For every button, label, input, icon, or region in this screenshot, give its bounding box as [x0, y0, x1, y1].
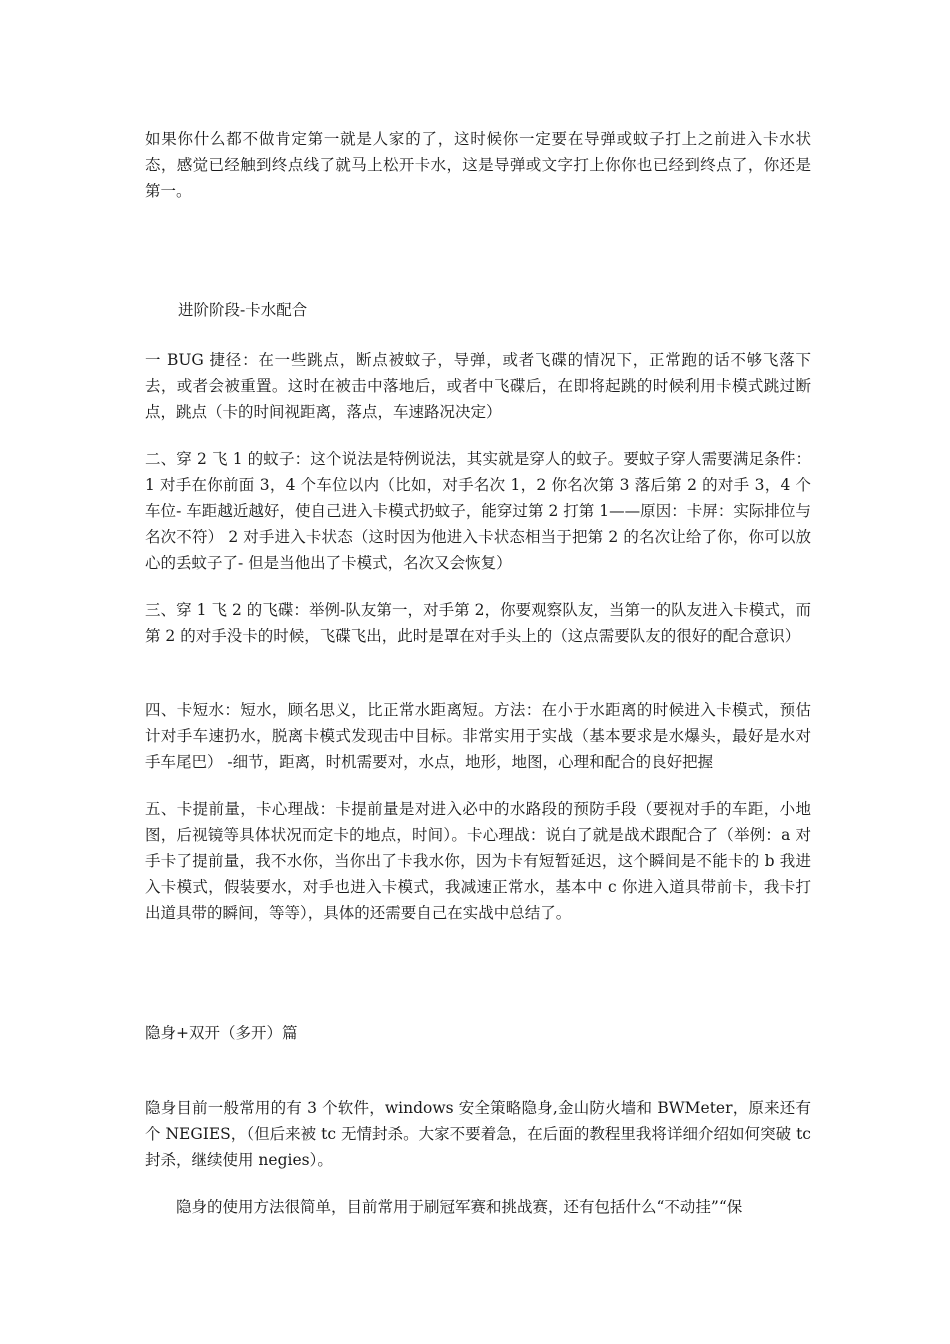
- paragraph-ufo-pass: 三、穿 1 飞 2 的飞碟：举例-队友第一，对手第 2，你要观察队友，当第一的队友进入卡模式，而第 2 的对手没卡的时候，飞碟飞出，此时是罩在对手头上的（这点需要队友的很好的配合意识）: [145, 601, 811, 645]
- paragraph-mosquito-pass: 二、穿 2 飞 1 的蚊子：这个说法是特例说法，其实就是穿人的蚊子。要蚊子穿人需要满足条件：1 对手在你前面 3，4 个车位以内（比如，对手名次 1，2 你名次第 3 落后第 2 的对手 3，4 个车位- 车距越近越好，使自己进入卡模式扔蚊子，能穿过第 2 打第 1——原因：卡屏：实际排位与名次不符） 2 对手进入卡状态（这时因为他进入卡状态相当于把第 2 的名次让给了你，你可以放心的丢蚊子了- 但是当他出了卡模式，名次又会恢复）: [145, 450, 811, 572]
- paragraph-short-water: 四、卡短水：短水，顾名思义，比正常水距离短。方法：在小于水距离的时候进入卡模式，预估计对手车速扔水，脱离卡模式发现击中目标。非常实用于实战（基本要求是水爆头，最好是水对手车尾巴） -细节，距离，时机需要对，水点，地形，地图，心理和配合的良好把握: [145, 701, 811, 771]
- paragraph-stealth-usage: 隐身的使用方法很简单，目前常用于刷冠军赛和挑战赛，还有包括什么“不动挂”“保: [176, 1198, 743, 1216]
- paragraph-bug-shortcut: 一 BUG 捷径：在一些跳点，断点被蚊子，导弹，或者飞碟的情况下，正常跑的话不够飞落下去，或者会被重置。这时在被击中落地后，或者中飞碟后，在即将起跳的时候利用卡模式跳过断点，跳点（卡的时间视距离，落点，车速路况决定）: [145, 351, 811, 421]
- section-heading-stealth: 隐身+双开（多开）篇: [145, 1024, 298, 1042]
- paragraph-stealth-software: 隐身目前一般常用的有 3 个软件，windows 安全策略隐身,金山防火墙和 BWMeter，原来还有个 NEGIES，（但后来被 tc 无情封杀。大家不要着急，在后面的教程里我将详细介绍如何突破 tc 封杀，继续使用 negies）。: [145, 1099, 811, 1169]
- section-heading-advanced: 进阶阶段-卡水配合: [178, 301, 308, 319]
- paragraph-lead-mind-game: 五、卡提前量，卡心理战：卡提前量是对进入必中的水路段的预防手段（要视对手的车距，小地图，后视镜等具体状况而定卡的地点，时间）。卡心理战：说白了就是战术跟配合了（举例：a 对手卡了提前量，我不水你，当你出了卡我水你，因为卡有短暂延迟，这个瞬间是不能卡的 b 我进入卡模式，假装要水，对手也进入卡模式，我减速正常水，基本中 c 你进入道具带前卡，我卡打出道具带的瞬间，等等），具体的还需要自己在实战中总结了。: [145, 800, 811, 922]
- intro-paragraph: 如果你什么都不做肯定第一就是人家的了，这时候你一定要在导弹或蚊子打上之前进入卡水状态，感觉已经触到终点线了就马上松开卡水，这是导弹或文字打上你你也已经到终点了，你还是第一。: [145, 130, 811, 200]
